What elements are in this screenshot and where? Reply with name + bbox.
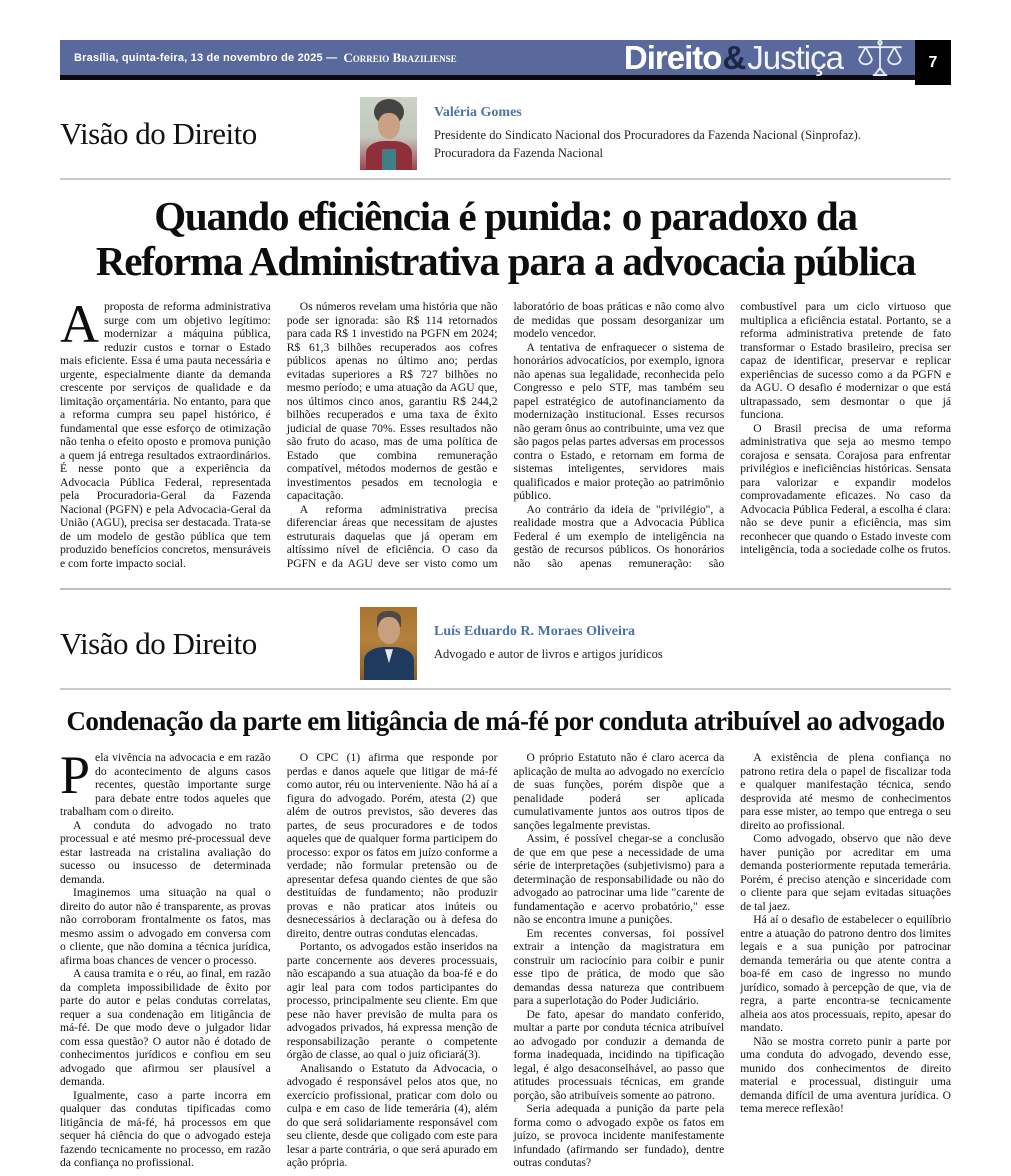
paragraph: A existência de plena confiança no patrono retira dela o papel de fiscalizar toda e qualquer manifestação técnica, sendo desprovida até mesmo de conhecimentos para esse mister, ao tempo que entrega o seu direito ao profissional. (740, 751, 951, 832)
paragraph: A tentativa de enfraquecer o sistema de honorários advocatícios, por exemplo, ignora não apenas sua legalidade, reconhecida pelo Congresso e pelo STF, mas também seu papel estratégico de autofinanciamento da modernização institucional. Esses recursos não geram ônus ao contribuinte, uma vez que são pagos pelas partes adversas em processos contra o Estado, e retornam em forma de sistemas inteligentes, servidores mais qualificados e maior proteção ao patrimônio público. (513, 340, 725, 503)
newspaper-page (60, 40, 951, 1176)
article-2-body (60, 745, 951, 1176)
paragraph: Em recentes conversas, foi possível extrair a intenção da magistratura em construir um raciocínio para coibir e punir esse tipo de prática, de modo que são demandas dessa natureza que contribuem para a superlotação do Poder Judiciário. (513, 926, 725, 1008)
paragraph: O Brasil precisa de uma reforma administrativa que seja ao mesmo tempo corajosa e sensata. Corajosa para enfrentar privilégios e ineficiências históricas. Sensata para valorizar e expandir modelos comprovadamente eficazes. No caso da Advocacia Pública Federal, a escolha é clara: não se deve punir a eficiência, mas sim reconhecer que quando o Estado investe com inteligência, toda a sociedade colhe os frutos. (740, 421, 951, 557)
paragraph: O próprio Estatuto não é claro acerca da aplicação de multa ao advogado no exercício de suas funções, porém dispõe que a penalidade poderá ser aplicada cumulativamente juntos aos outros tipos de sanções legalmente previstas. (513, 751, 725, 832)
paragraph: Analisando o Estatuto da Advocacia, o advogado é responsável pelos atos que, no exercício profissional, praticar com dolo ou culpa e em caso de lide temerária (4), além do que será solidariamente responsável com seu cliente, desde que coligado com este para lesar a parte contrária, o que será apurado em ação própria. (286, 1061, 498, 1170)
paragraph: Assim, é possível chegar-se a conclusão de que em que pese a necessidade de uma série de interpretações (subjetivismo) para a determinação de responsabilidade ou não do advogado ao patrocinar uma lide "carente de fundamentação e acervo probatório," esse não se encontra imune a punições. (513, 832, 725, 927)
photo-face (378, 113, 400, 139)
drop-cap: A (60, 294, 99, 355)
paragraph: Os números revelam uma história que não pode ser ignorada: são R$ 114 retornados para cada R$ 1 investido na PGFN em 2024; R$ 61,3 bilhões recuperados aos cofres públicos apenas no último ano; perdas evitadas superiores a R$ 727 bilhões no mesmo período; e uma atuação da AGU que, nos últimos cinco anos, garantiu R$ 244,2 bilhões recuperados e uma taxa de êxito judicial de quase 70%. Esses resultados não são fruto do acaso, mas de uma política de Estado que combina remuneração compatível, métodos modernos de gestão e investimentos pesados em tecnologia e capacitação. (286, 300, 498, 503)
article-1 (60, 97, 951, 570)
author-photo-luis-eduardo (360, 607, 417, 680)
masthead-word-justica: Justiça (747, 38, 843, 76)
section-masthead (624, 39, 843, 77)
paragraph: Seria adequada a punição da parte pela forma como o advogado expõe os fatos em juízo, se provoca incidente manifestamente infundado (afirmando ser fundado), dentre outras condutas? (513, 1102, 725, 1170)
author-name: Luís Eduardo R. Moraes Oliveira (434, 624, 636, 640)
drop-cap: P (60, 745, 91, 806)
section-divider (60, 588, 951, 590)
paragraph: O CPC (1) afirma que responde por perdas e danos aquele que litigar de má-fé como autor, réu ou interveniente. Não há aí a figura do advogado. Porém, atesta (2) que além de outros previstos, são deveres das partes, de seus procuradores e de todos aqueles que de qualquer forma participem do processo: expor os fatos em juízo conforme a verdade; não formular pretensão ou de apresentar defesa quando cientes de que são destituídas de fundamento; não produzir provas e não praticar atos inúteis ou desnecessários à declaração ou à defesa do direito, dentre outras condutas elencadas. (286, 751, 498, 940)
paragraph: A reforma administrativa precisa diferenciar áreas que necessitam de ajustes estruturais daquelas que já operam em altíssimo nível de eficiência. O caso da PGFN e da AGU deve ser visto como um laboratório de boas práticas e não como alvo de medidas que possam desorganizar um modelo vencedor. (286, 300, 725, 570)
page-number: 7 (915, 40, 951, 85)
masthead-bar (60, 40, 951, 80)
article-2 (60, 607, 951, 1176)
paragraph: De fato, apesar do mandato conferido, multar a parte por conduta técnica atribuível ao advogado por conduzir a demanda de forma inadequada, incidindo na tipificação legal, é algo desaconselhável, ao passo que atitudes processuais técnicas, em grande porção, são atribuíveis somente ao patrono. (513, 1007, 725, 1102)
lead-paragraph (60, 745, 271, 819)
author-bio: Presidente do Sindicato Nacional dos Procuradores da Fazenda Nacional (Sinprofaz). Procuradora da Fazenda Nacional (434, 127, 861, 160)
article-1-byline (60, 97, 951, 180)
paragraph: A conduta do advogado no trato processual e até mesmo pré-processual deve estar lastreada na cristalina avaliação do sucesso ou insucesso de determinada demanda. (60, 818, 271, 886)
photo-shirt (382, 149, 396, 170)
article-2-author (434, 624, 663, 663)
paragraph: Ao contrário da ideia de "privilégio", a realidade mostra que a Advocacia Pública Federal é um exemplo de inteligência na gestão de recursos públicos. Os honorários não são apenas remuneração: são combustível para um ciclo virtuoso que multiplica a eficiência estatal. Portanto, se a reforma administrativa pretende de fato transformar o Estado brasileiro, precisa ser capaz de identificar, preservar e replicar experiências de sucesso como a da PGFN e da AGU. O desafio é modernizar o que está ultrapassado, sem desmontar o que já funciona. (513, 300, 951, 570)
article-2-byline (60, 607, 951, 690)
article-1-headline: Quando eficiência é punida: o paradoxo da Reforma Administrativa para a advocacia pública (95, 193, 916, 285)
photo-face (378, 617, 400, 644)
paragraph: Portanto, os advogados estão inseridos na parte concernente aos deveres processuais, não escapando a sua atuação da boa-fé e do agir leal para com todos participantes do processo, principalmente seu cliente. Em que pese não haver previsão de multa para os advogados privados, há expressa menção de responsabilização perante o competente órgão de classe, ao qual o juiz oficiará(3). (286, 940, 498, 1062)
paragraph: Imaginemos uma situação na qual o direito do autor não é transparente, as provas não corroboram frontalmente os fatos, mas mesmo assim o advogado em conversa com o cliente, que não domina a técnica jurídica, afirma boas chances de vencer o processo. (60, 886, 271, 967)
paragraph: Igualmente, caso a parte incorra em qualquer das condutas tipificadas como litigância de má-fé, há processos em que sequer há ciência do que o advogado esteja fazendo tecnicamente no processo, em razão da confiança no profissional. (60, 1088, 271, 1170)
paragraph: Há aí o desafio de estabelecer o equilíbrio entre a atuação do patrono dentro dos limites legais e a sua punição por patrocinar demanda temerária ou que atente contra a boa-fé em caso de ingresso no mundo jurídico, somado à percepção de que, via de regra, a parte encontra-se tecnicamente alheia aos atos processuais, repito, apesar do mandato. (740, 913, 951, 1035)
article-1-body (60, 294, 951, 570)
masthead-ampersand: & (722, 38, 747, 76)
lead-text: proposta de reforma administrativa surge com um objetivo legítimo: modernizar a máquina pública, reduzir custos e tornar o Estado mais eficiente. Essa é uma pauta necessária e urgente, especialmente diante da demanda crescente por serviços de qualidade e da limitação orçamentária. No entanto, para que a reforma cumpra seu papel histórico, é fundamental que esse esforço de otimização não tenha o efeito oposto e promova punição a quem já entrega resultados extraordinários. É nesse ponto que a experiência da Advocacia Pública Federal, representada pela Procuradoria-Geral da Fazenda Nacional (PGFN) e pela Advocacia-Geral da União (AGU), precisa ser destacada. Trata-se de um modelo de gestão pública que tem produzido benefícios concretos, mensuráveis e com forte impacto social. (60, 300, 271, 570)
paragraph: Como advogado, observo que não deve haver punição por acreditar em uma demanda posteriormente reputada temerária. Porém, é preciso atenção e sinceridade com o cliente para que sejam evitadas situações de tal jaez. (740, 832, 951, 913)
scales-of-justice-icon (853, 39, 907, 77)
lead-text: ela vivência na advocacia e em razão do acontecimento de alguns casos recentes, questão importante surge para debate entre todos aqueles que trabalham com o direito. (60, 751, 271, 819)
paragraph: A causa tramita e o réu, ao final, em razão da completa impossibilidade de êxito por parte do autor e pelas condutas correlatas, requer a sua condenação em litigância de má-fé. De que modo deve o julgador lidar com essa questão? O autor não é dotado de conhecimentos jurídicos e confiou em seu advogado que afirmou ser plausível a demanda. (60, 967, 271, 1089)
article-1-author (434, 105, 874, 162)
lead-paragraph (60, 294, 271, 570)
newspaper-brand: Correio Braziliense (343, 49, 457, 65)
dateline: Brasília, quinta-feira, 13 de novembro de 2025 — (74, 51, 338, 64)
author-photo-valeria-gomes (360, 97, 417, 170)
article-1-kicker: Visão do Direito (60, 115, 257, 151)
author-bio: Advogado e autor de livros e artigos jurídicos (434, 647, 663, 662)
author-name: Valéria Gomes (434, 104, 522, 120)
paragraph: Não se mostra correto punir a parte por uma conduta do advogado, devendo esse, munido dos conhecimentos de direito material e processual, distinguir uma demanda difícil de uma aventura jurídica. O tema merece reflexão! (740, 1034, 951, 1116)
article-2-headline: Condenação da parte em litigância de má-fé por conduta atribuível ao advogado (66, 706, 945, 737)
masthead-word-direito: Direito (623, 38, 722, 76)
article-2-kicker: Visão do Direito (60, 625, 257, 661)
